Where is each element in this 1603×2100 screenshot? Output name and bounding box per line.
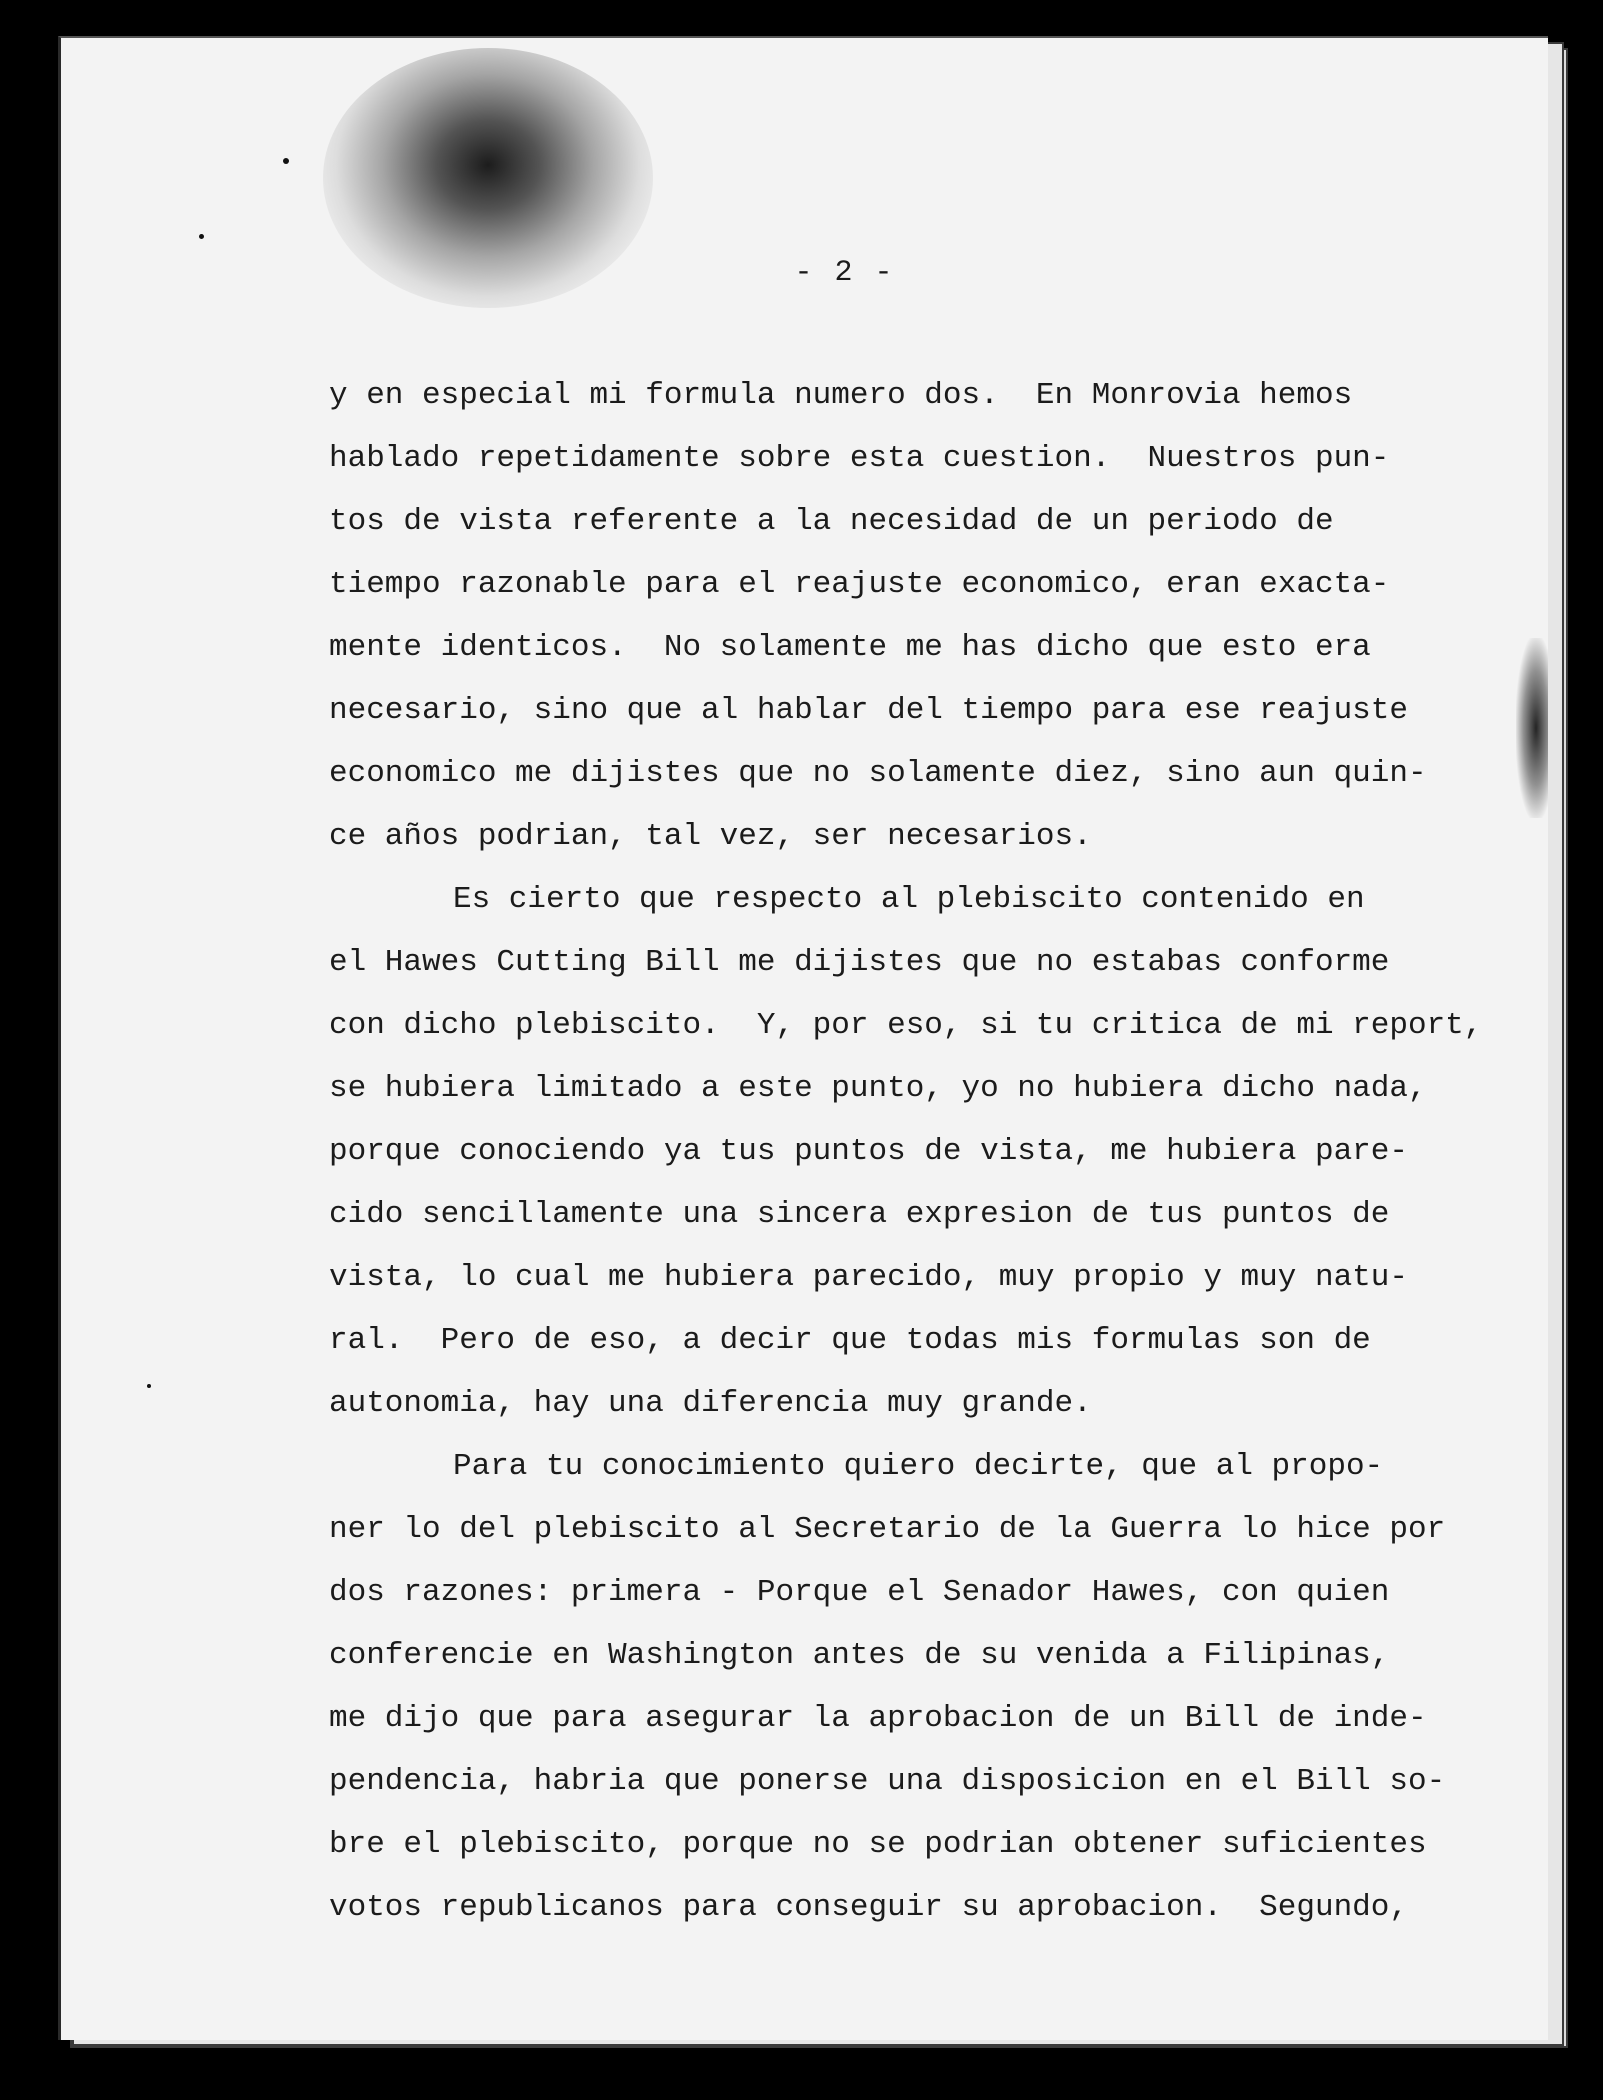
- text-line: tiempo razonable para el reajuste economico, eran exacta-: [329, 567, 1390, 602]
- text-line: hablado repetidamente sobre esta cuestion. Nuestros pun-: [329, 441, 1390, 476]
- text-line: bre el plebiscito, porque no se podrian obtener suficientes: [329, 1827, 1427, 1862]
- text-line: con dicho plebiscito. Y, por eso, si tu critica de mi report,: [329, 1008, 1483, 1043]
- text-line: pendencia, habria que ponerse una disposicion en el Bill so-: [329, 1764, 1446, 1799]
- text-line: cido sencillamente una sincera expresion de tus puntos de: [329, 1197, 1390, 1232]
- text-line: ral. Pero de eso, a decir que todas mis formulas son de: [329, 1323, 1371, 1358]
- text-line: Para tu conocimiento quiero decirte, que al propo-: [453, 1449, 1384, 1484]
- text-line: economico me dijistes que no solamente diez, sino aun quin-: [329, 756, 1427, 791]
- text-line: dos razones: primera - Porque el Senador Hawes, con quien: [329, 1575, 1390, 1610]
- text-line: autonomia, hay una diferencia muy grande.: [329, 1386, 1092, 1421]
- text-line: ner lo del plebiscito al Secretario de la Guerra lo hice por: [329, 1512, 1446, 1547]
- text-line: ce años podrian, tal vez, ser necesarios.: [329, 819, 1092, 854]
- text-line: conferencie en Washington antes de su venida a Filipinas,: [329, 1638, 1390, 1673]
- text-line: el Hawes Cutting Bill me dijistes que no estabas conforme: [329, 945, 1390, 980]
- letter-body: [329, 364, 1529, 1939]
- text-line: votos republicanos para conseguir su aprobacion. Segundo,: [329, 1890, 1408, 1925]
- text-line: necesario, sino que al hablar del tiempo para ese reajuste: [329, 693, 1408, 728]
- ink-speck: [283, 158, 289, 164]
- text-line: y en especial mi formula numero dos. En Monrovia hemos: [329, 378, 1353, 413]
- text-line: tos de vista referente a la necesidad de un periodo de: [329, 504, 1334, 539]
- text-line: se hubiera limitado a este punto, yo no hubiera dicho nada,: [329, 1071, 1427, 1106]
- text-line: porque conociendo ya tus puntos de vista, me hubiera pare-: [329, 1134, 1408, 1169]
- text-line: Es cierto que respecto al plebiscito contenido en: [453, 882, 1365, 917]
- page-number: - 2 -: [794, 256, 895, 290]
- ink-speck: [199, 234, 204, 239]
- text-line: mente identicos. No solamente me has dicho que esto era: [329, 630, 1371, 665]
- ink-speck: [147, 1384, 151, 1388]
- document-page: [58, 36, 1548, 2040]
- text-line: me dijo que para asegurar la aprobacion de un Bill de inde-: [329, 1701, 1427, 1736]
- text-line: vista, lo cual me hubiera parecido, muy propio y muy natu-: [329, 1260, 1408, 1295]
